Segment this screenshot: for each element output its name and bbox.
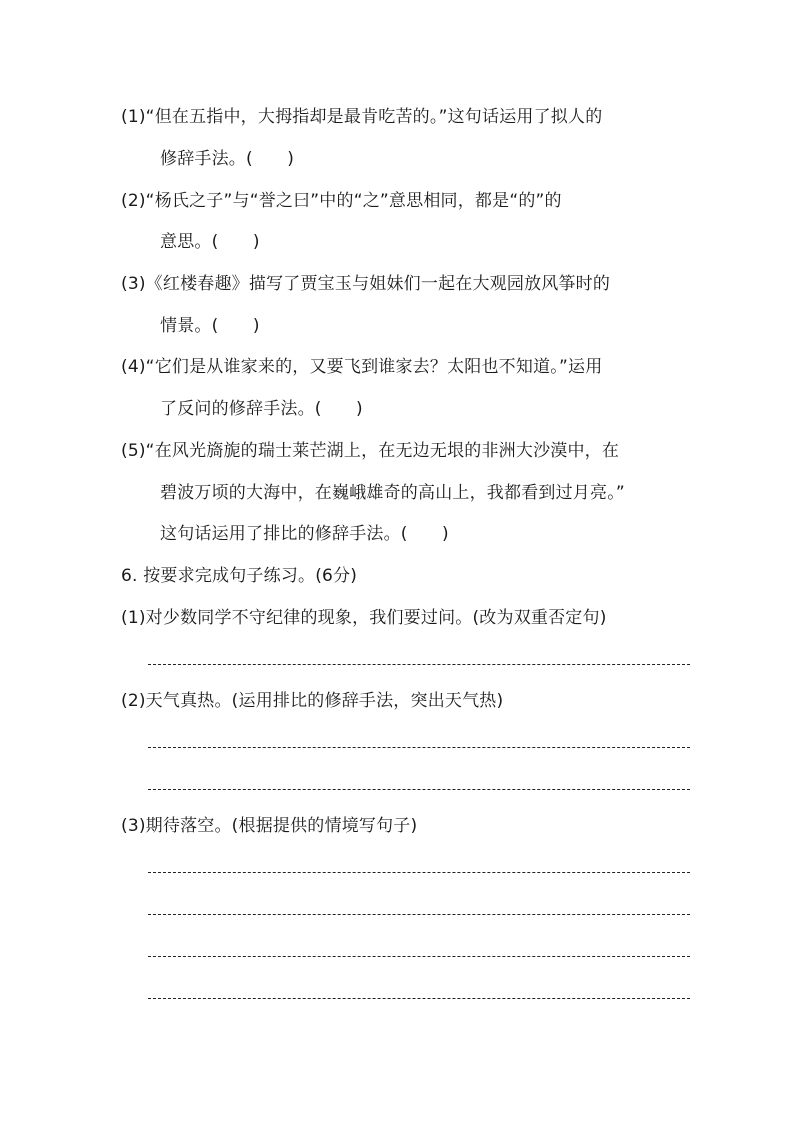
question-6-sub-1: (1)对少数同学不守纪律的现象，我们要过问。(改为双重否定句) (121, 608, 607, 628)
item-4-line-1: (4)“它们是从谁家来的，又要飞到谁家去？太阳也不知道。”运用 (121, 357, 603, 377)
item-3-line-1: (3)《红楼春趣》描写了贾宝玉与姐妹们一起在大观园放风筝时的 (121, 274, 611, 294)
answer-line-3[interactable] (148, 789, 690, 790)
item-1-line-1: (1)“但在五指中，大拇指却是最肯吃苦的。”这句话运用了拟人的 (121, 107, 603, 127)
answer-line-4[interactable] (148, 872, 690, 873)
item-1-line-2: 修辞手法。( ) (160, 149, 295, 169)
question-6-heading: 6. 按要求完成句子练习。(6分) (121, 566, 358, 586)
item-5-line-1: (5)“在风光旖旎的瑞士莱芒湖上，在无边无垠的非洲大沙漠中，在 (121, 441, 620, 461)
answer-line-1[interactable] (148, 664, 690, 665)
item-2-line-1: (2)“杨氏之子”与“誉之曰”中的“之”意思相同，都是“的”的 (121, 191, 562, 211)
answer-line-6[interactable] (148, 956, 690, 957)
answer-line-2[interactable] (148, 747, 690, 748)
item-5-line-3: 这句话运用了排比的修辞手法。( ) (160, 524, 449, 544)
item-2-line-2: 意思。( ) (160, 232, 260, 252)
item-4-line-2: 了反问的修辞手法。( ) (160, 399, 363, 419)
item-3-line-2: 情景。( ) (160, 316, 260, 336)
question-6-sub-3: (3)期待落空。(根据提供的情境写句子) (121, 816, 418, 836)
question-6-sub-2: (2)天气真热。(运用排比的修辞手法，突出天气热) (121, 691, 504, 711)
item-5-line-2: 碧波万顷的大海中，在巍峨雄奇的高山上，我都看到过月亮。” (160, 483, 625, 503)
answer-line-7[interactable] (148, 998, 690, 999)
answer-line-5[interactable] (148, 914, 690, 915)
